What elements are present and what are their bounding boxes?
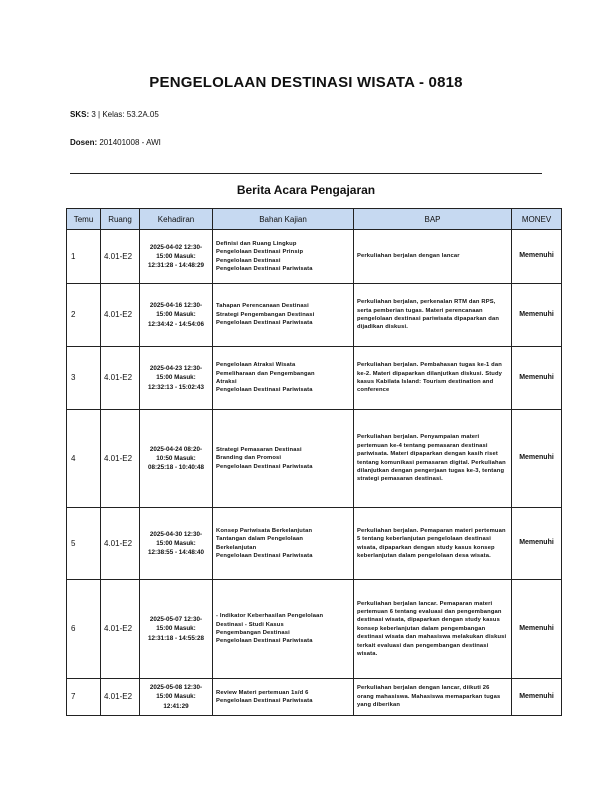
cell-bahan-kajian [213, 284, 354, 347]
cell-temu: 3 [67, 347, 101, 410]
lecturer-info [70, 138, 161, 147]
bahan-line: Pengelolaan Destinasi Pariwisata [216, 387, 313, 394]
cell-bahan-kajian [213, 230, 354, 284]
header-kehadiran: Kehadiran [140, 209, 213, 230]
bahan-line: Branding dan Promosi [216, 455, 282, 462]
cell-bap: Perkuliahan berjalan. Penyampaian materi pertemuan ke-4 tentang pemasaran destinasi pariwisata. Materi dipaparkan dengan kasih riset tentang komunikasi pemasaran digital. Perkuliahan dilanjutkan dengan pengerjaan tugas ke-3, tentang strategi pemasaran destinasi. [354, 410, 512, 508]
bahan-line: Atraksi [216, 379, 237, 385]
cell-bap: Perkuliahan berjalan. Pembahasan tugas ke-1 dan ke-2. Materi dipaparkan dilanjutkan diskusi. Study kasus Kabilata Island: Tourism destination and conference [354, 347, 512, 410]
cell-temu: 5 [67, 508, 101, 580]
cell-bap: Perkuliahan berjalan dengan lancar, diikuti 26 orang mahasiswa. Mahasiswa memaparkan tugas yang diberikan [354, 679, 512, 716]
bahan-line: Definisi dan Ruang Lingkup [216, 240, 297, 247]
teaching-record-table [66, 208, 562, 716]
bahan-line: Pengelolaan Destinasi Pariwisata [216, 698, 313, 704]
cell-bahan-kajian [213, 580, 354, 679]
header-ruang: Ruang [101, 209, 140, 230]
cell-bahan-kajian [213, 508, 354, 580]
table-row [67, 230, 562, 284]
cell-kehadiran: 2025-04-16 12:30-15:00 Masuk: 12:34:42 - 14:54:06 [140, 284, 213, 347]
table-row [67, 410, 562, 508]
dosen-value: 201401008 - AWI [99, 138, 161, 147]
bahan-line: Pengelolaan Destinasi [216, 257, 281, 264]
cell-ruang: 4.01-E2 [101, 580, 140, 679]
cell-ruang: 4.01-E2 [101, 679, 140, 716]
dosen-label: Dosen: [70, 138, 98, 147]
cell-ruang: 4.01-E2 [101, 230, 140, 284]
bahan-line: Tahapan Perencanaan Destinasi [216, 303, 309, 310]
cell-ruang: 4.01-E2 [101, 508, 140, 580]
sks-class-info [70, 110, 159, 119]
course-title: PENGELOLAAN DESTINASI WISATA - 0818 [149, 74, 463, 91]
cell-temu: 2 [67, 284, 101, 347]
bahan-line: Pengelolaan Destinasi Pariwisata [216, 265, 313, 272]
cell-bap: Perkuliahan berjalan dengan lancar [354, 230, 512, 284]
cell-temu: 6 [67, 580, 101, 679]
table-row [67, 284, 562, 347]
table-header-row [67, 209, 562, 230]
table-row [67, 580, 562, 679]
header-temu: Temu [67, 209, 101, 230]
header-bahan-kajian: Bahan Kajian [213, 209, 354, 230]
cell-kehadiran: 2025-04-02 12:30-15:00 Masuk: 12:31:28 - 14:48:29 [140, 230, 213, 284]
cell-bahan-kajian [213, 347, 354, 410]
cell-kehadiran: 2025-05-08 12:30-15:00 Masuk: 12:41:29 [140, 679, 213, 716]
divider [70, 173, 542, 174]
bahan-line: Strategi Pemasaran Destinasi [216, 446, 302, 453]
cell-monev: Memenuhi [512, 508, 562, 580]
bahan-line: Berkelanjutan [216, 544, 257, 551]
cell-monev: Memenuhi [512, 679, 562, 716]
cell-kehadiran: 2025-04-30 12:30-15:00 Masuk: 12:38:55 - 14:48:40 [140, 508, 213, 580]
bahan-line: Review Materi pertemuan 1s/d 6 [216, 689, 309, 696]
bahan-line: Strategi Pengembangan Destinasi [216, 311, 315, 318]
cell-temu: 4 [67, 410, 101, 508]
header-bap: BAP [354, 209, 512, 230]
bahan-line: Tantangan dalam Pengelolaan [216, 536, 304, 543]
cell-monev: Memenuhi [512, 284, 562, 347]
cell-kehadiran: 2025-04-23 12:30-15:00 Masuk: 12:32:13 - 15:02:43 [140, 347, 213, 410]
bahan-line: Pengelolaan Destinasi Pariwisata [216, 552, 313, 559]
sks-value: 3 | Kelas: 53.2A.05 [91, 110, 159, 119]
cell-kehadiran: 2025-05-07 12:30-15:00 Masuk: 12:31:18 - 14:55:28 [140, 580, 213, 679]
bahan-line: Pengelolaan Destinasi Pariwisata [216, 463, 313, 470]
cell-temu: 7 [67, 679, 101, 716]
table-row [67, 679, 562, 716]
bahan-line: Pengelolaan Destinasi Prinsip [216, 249, 304, 256]
table-row [67, 508, 562, 580]
cell-ruang: 4.01-E2 [101, 410, 140, 508]
cell-kehadiran: 2025-04-24 08:20-10:50 Masuk: 08:25:18 - 10:40:48 [140, 410, 213, 508]
header-monev: MONEV [512, 209, 562, 230]
bahan-line: Pengelolaan Atraksi Wisata [216, 362, 296, 369]
bahan-line: Pengelolaan Destinasi Pariwisata [216, 638, 313, 645]
bahan-line: - Indikator Keberhasilan Pengelolaan [216, 613, 324, 620]
bahan-line: Konsep Pariwisata Berkelanjutan [216, 527, 313, 534]
cell-monev: Memenuhi [512, 230, 562, 284]
cell-bap: Perkuliahan berjalan lancar. Pemaparan materi pertemuan 6 tentang evaluasi dan pengembangan destinasi wisata, dipaparkan dengan study kasus konsep keberlanjutan dalam pengembangan destinasi wisata dan mahasiswa melakukan diskusi terkait evaluasi dan pengembangan destinasi wisata. [354, 580, 512, 679]
cell-bahan-kajian [213, 410, 354, 508]
cell-ruang: 4.01-E2 [101, 284, 140, 347]
bahan-line: Pengembangan Destinasi [216, 630, 290, 636]
sks-label: SKS: [70, 110, 90, 119]
bahan-line: Pemeliharaan dan Pengembangan [216, 370, 315, 377]
cell-bahan-kajian [213, 679, 354, 716]
cell-temu: 1 [67, 230, 101, 284]
table-row [67, 347, 562, 410]
cell-monev: Memenuhi [512, 580, 562, 679]
cell-bap: Perkuliahan berjalan. Pemaparan materi pertemuan 5 tentang keberlanjutan pengelolaan destinasi wisata, dipaparkan dengan study kasus konsep keberlanjutan dalam pengelolaan desa wisata. [354, 508, 512, 580]
section-subtitle: Berita Acara Pengajaran [236, 183, 376, 197]
cell-ruang: 4.01-E2 [101, 347, 140, 410]
cell-monev: Memenuhi [512, 347, 562, 410]
bahan-line: Destinasi - Studi Kasus [216, 621, 284, 628]
cell-monev: Memenuhi [512, 410, 562, 508]
cell-bap: Perkuliahan berjalan, perkenalan RTM dan RPS, serta pemberian tugas. Materi perencanaan pengelolaan destinasi pariwisata dipaparkan dan dijadikan diskusi. [354, 284, 512, 347]
bahan-line: Pengelolaan Destinasi Pariwisata [216, 320, 313, 327]
